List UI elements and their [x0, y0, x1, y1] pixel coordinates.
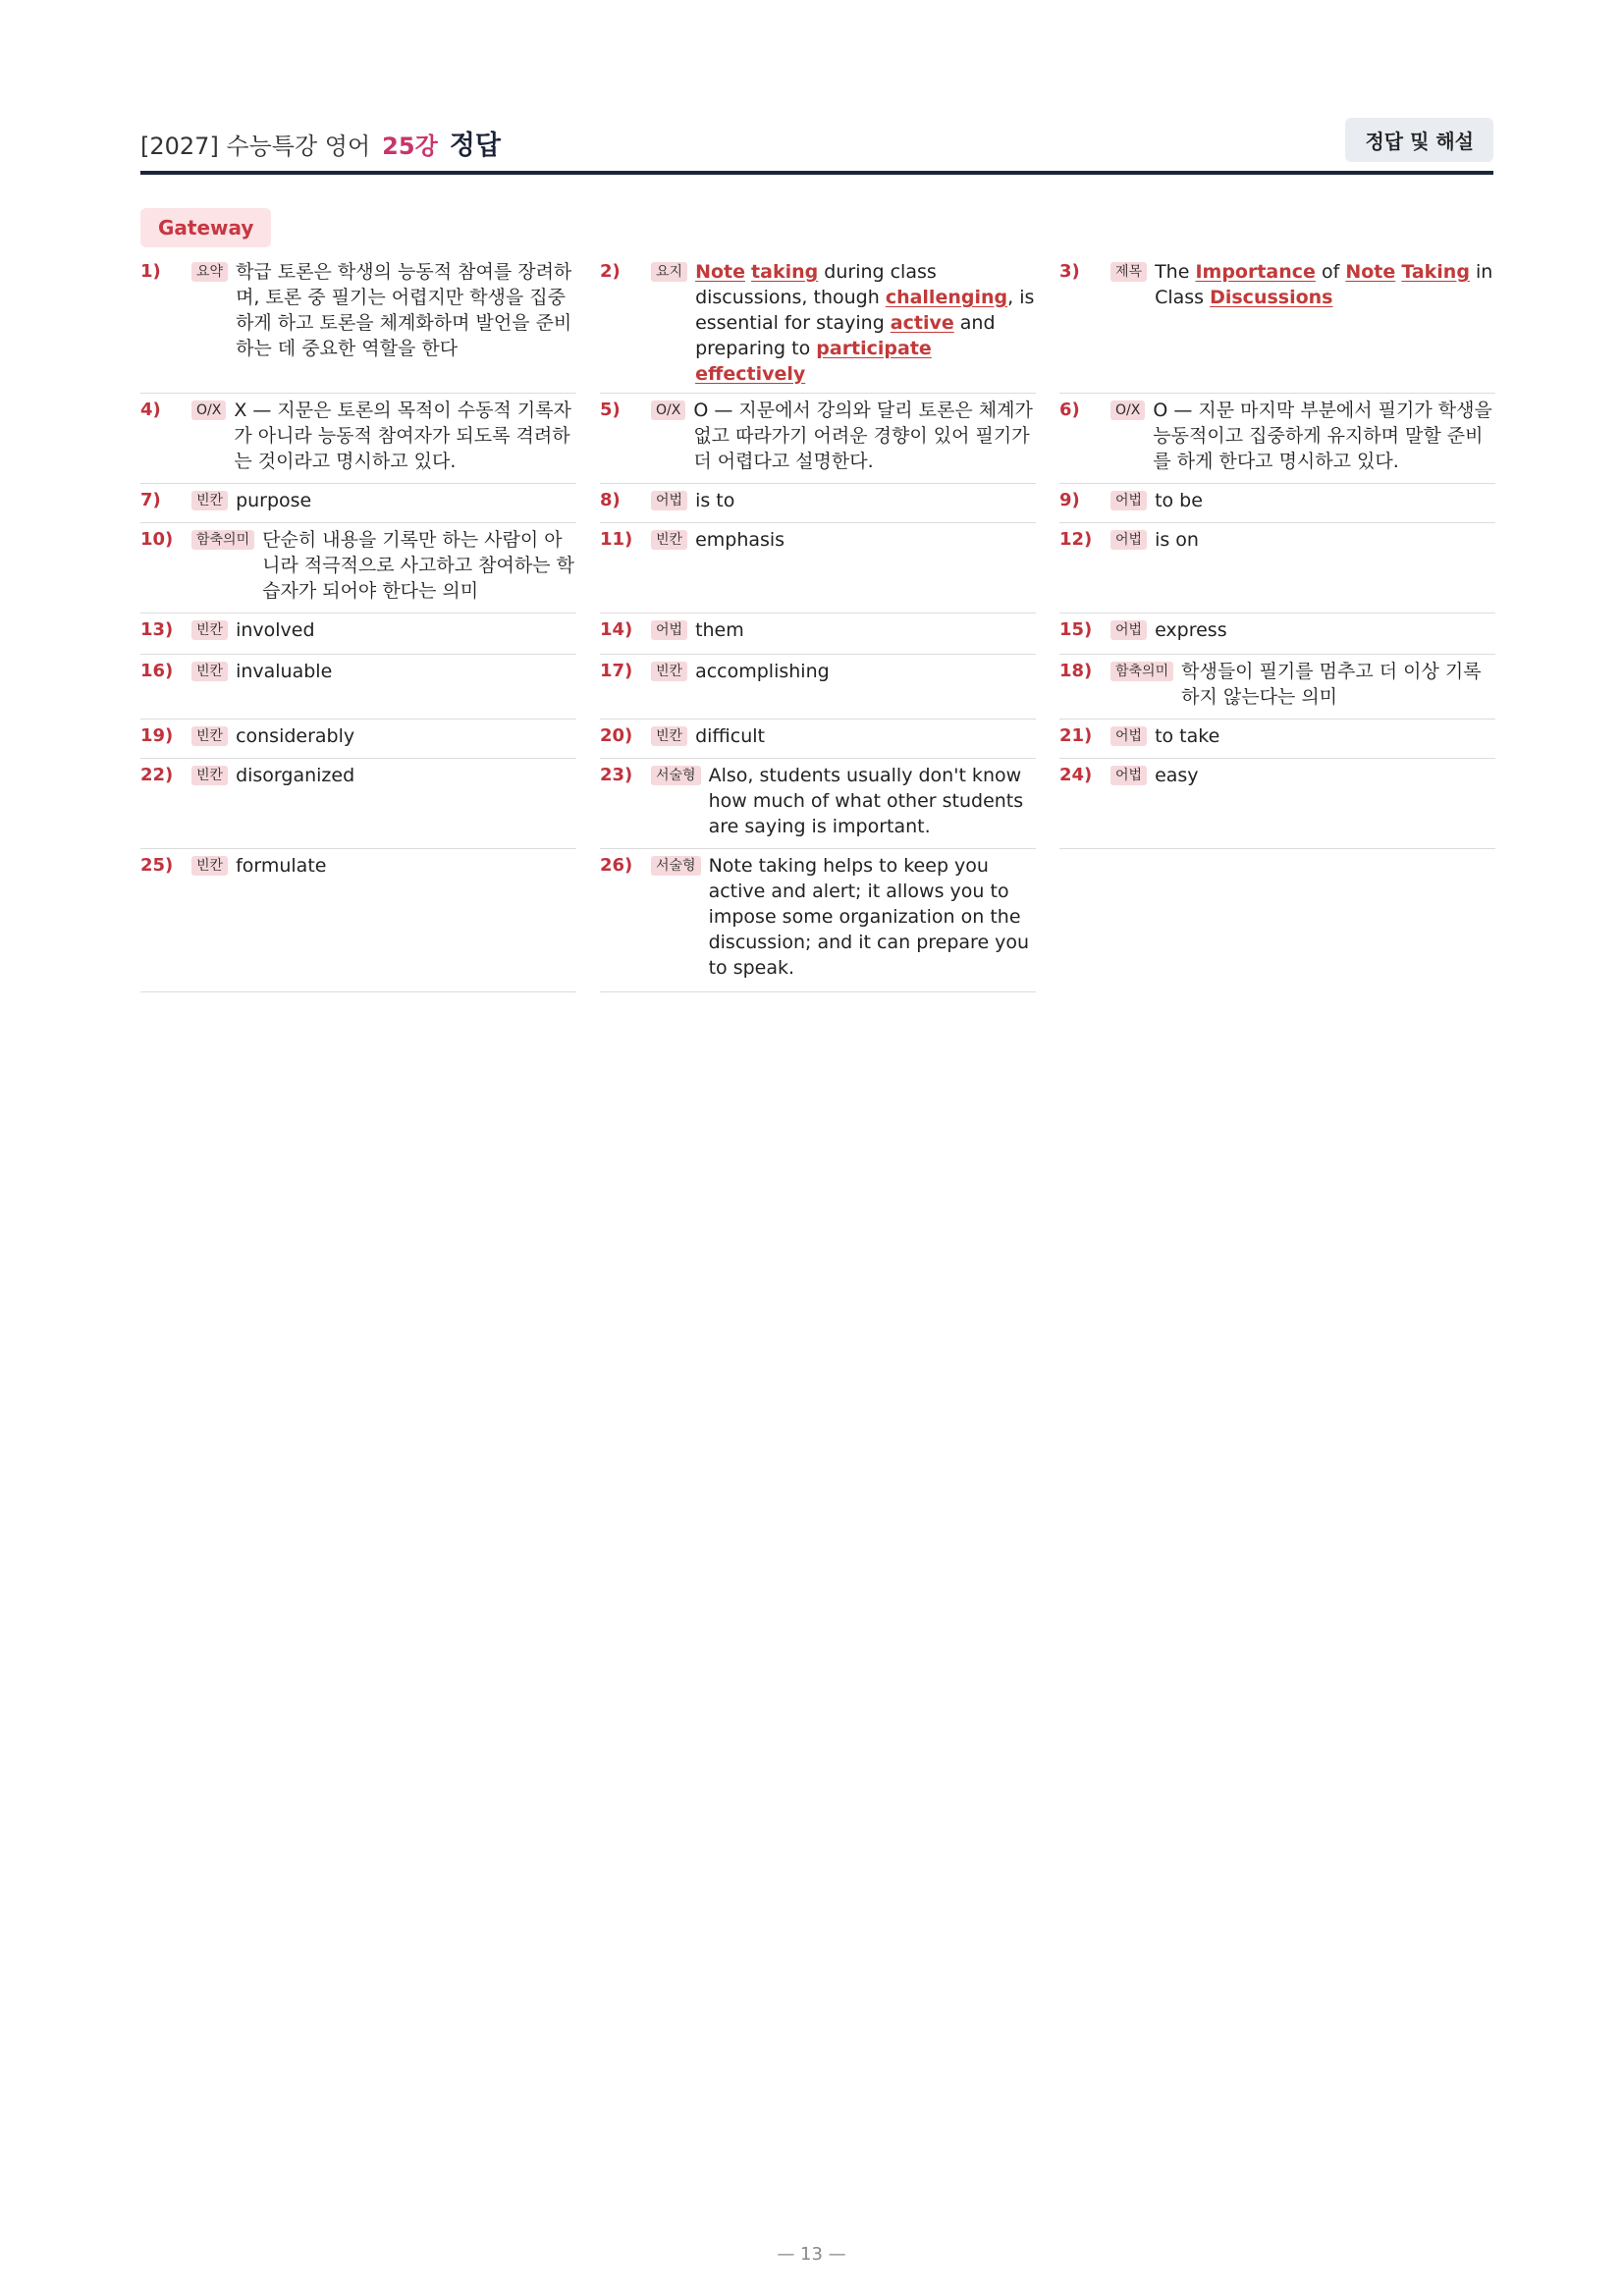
item-number: 5) [600, 400, 621, 420]
item-type-badge: O/X [1110, 400, 1145, 420]
answer-item [600, 759, 1036, 849]
header-divider [140, 171, 1493, 175]
answer-item [600, 849, 1036, 992]
item-type-badge: 어법 [1110, 726, 1147, 746]
answer-item [600, 720, 1036, 759]
item-number: 16) [140, 661, 174, 681]
item-answer: purpose [236, 490, 312, 511]
item-answer: disorganized [236, 765, 355, 786]
item-number: 23) [600, 765, 633, 785]
answer-item [1059, 655, 1495, 720]
keyword: challenging [885, 287, 1008, 308]
item-type-badge: 어법 [1110, 620, 1147, 640]
keyword: Note [1345, 261, 1396, 283]
item-answer: Note taking helps to keep you active and alert; it allows you to impose some organization on the discussion; and it can prepare you to speak. [708, 855, 1030, 979]
item-answer: formulate [236, 855, 327, 877]
answer-item [1059, 759, 1495, 849]
answer-item [1059, 720, 1495, 759]
item-type-badge: 어법 [1110, 530, 1147, 550]
item-answer: invaluable [236, 661, 333, 682]
item-number: 15) [1059, 619, 1093, 640]
answer-item [140, 655, 576, 720]
item-number: 8) [600, 490, 621, 510]
answer-grid [140, 255, 1493, 992]
answer-fragment: The [1155, 261, 1196, 283]
item-answer: them [695, 619, 744, 641]
answer-item [140, 484, 576, 523]
answer-explanation-badge: 정답 및 해설 [1345, 118, 1493, 162]
answer-heading: 정답 [449, 131, 501, 161]
answer-item [1059, 255, 1495, 394]
answer-item [600, 655, 1036, 720]
item-number: 6) [1059, 400, 1080, 420]
section-label: Gateway [140, 208, 271, 247]
item-answer: easy [1155, 765, 1199, 786]
answer-item [140, 720, 576, 759]
header-title [140, 124, 501, 162]
item-type-badge: 빈칸 [191, 491, 228, 510]
item-type-badge: 빈칸 [191, 662, 228, 681]
item-number: 21) [1059, 725, 1093, 746]
answer-item [600, 255, 1036, 394]
item-answer: involved [236, 619, 315, 641]
item-answer: to take [1155, 725, 1220, 747]
answer-item [140, 759, 576, 849]
answer-item [140, 523, 576, 614]
keyword: taking [751, 261, 819, 283]
item-answer: considerably [236, 725, 355, 747]
item-type-badge: 빈칸 [191, 620, 228, 640]
answer-item [140, 255, 576, 394]
item-type-badge: 함축의미 [1110, 662, 1173, 681]
item-answer [1155, 259, 1495, 310]
answer-item [1059, 484, 1495, 523]
answer-item [600, 523, 1036, 614]
keyword: effectively [695, 363, 806, 385]
item-answer: to be [1155, 490, 1203, 511]
item-type-badge: O/X [191, 400, 226, 420]
item-answer: X — 지문은 토론의 목적이 수동적 기록자가 아니라 능동적 참여자가 되도록 격려하는 것이라고 명시하고 있다. [234, 400, 571, 472]
item-type-badge: 서술형 [651, 856, 701, 876]
item-number: 18) [1059, 661, 1093, 681]
item-number: 17) [600, 661, 633, 681]
item-answer: 학급 토론은 학생의 능동적 참여를 장려하며, 토론 중 필기는 어렵지만 학생을 집중하게 하고 토론을 체계화하며 발언을 준비하는 데 중요한 역할을 한다 [236, 261, 572, 359]
answer-item [1059, 614, 1495, 655]
item-type-badge: 빈칸 [651, 662, 687, 681]
answer-item [600, 484, 1036, 523]
keyword: Taking [1401, 261, 1470, 283]
item-answer: Also, students usually don't know how much of what other students are saying is important. [708, 765, 1024, 837]
item-type-badge: 어법 [1110, 491, 1147, 510]
item-number: 2) [600, 261, 621, 282]
item-number: 25) [140, 855, 174, 876]
item-answer: O — 지문에서 강의와 달리 토론은 체계가 없고 따라가기 어려운 경향이 있어 필기가 더 어렵다고 설명한다. [693, 400, 1033, 472]
keyword: Discussions [1210, 287, 1333, 308]
item-answer: 학생들이 필기를 멈추고 더 이상 기록하지 않는다는 의미 [1181, 661, 1482, 708]
item-answer: express [1155, 619, 1227, 641]
item-type-badge: 요약 [191, 262, 228, 282]
item-answer: 단순히 내용을 기록만 하는 사람이 아니라 적극적으로 사고하고 참여하는 학습자가 되어야 한다는 의미 [262, 529, 574, 602]
item-answer [695, 259, 1036, 387]
item-type-badge: 제목 [1110, 262, 1147, 282]
answer-fragment: , is essential for staying [695, 287, 1035, 334]
item-number: 19) [140, 725, 174, 746]
item-type-badge: 빈칸 [651, 726, 687, 746]
answer-item [1059, 394, 1495, 484]
answer-fragment: in Class [1155, 261, 1493, 308]
answer-fragment: during class discussions, though [695, 261, 937, 308]
keyword: Note [695, 261, 745, 283]
item-type-badge: 서술형 [651, 766, 701, 785]
item-type-badge: 어법 [651, 491, 687, 510]
page-header [140, 116, 1493, 175]
item-number: 1) [140, 261, 161, 282]
item-number: 7) [140, 490, 161, 510]
item-number: 14) [600, 619, 633, 640]
answer-item [140, 614, 576, 655]
item-number: 20) [600, 725, 633, 746]
item-number: 26) [600, 855, 633, 876]
item-number: 22) [140, 765, 174, 785]
item-number: 10) [140, 529, 174, 550]
header-prefix: [2027] 수능특강 영어 [140, 133, 371, 160]
item-number: 12) [1059, 529, 1093, 550]
answer-item [600, 614, 1036, 655]
item-type-badge: 어법 [651, 620, 687, 640]
answer-item [140, 849, 576, 992]
item-type-badge: 빈칸 [191, 766, 228, 785]
item-number: 11) [600, 529, 633, 550]
item-type-badge: 빈칸 [191, 856, 228, 876]
page-number: — 13 — [777, 2244, 846, 2265]
item-type-badge: 빈칸 [651, 530, 687, 550]
answer-item [600, 394, 1036, 484]
answer-item [140, 394, 576, 484]
item-answer: is to [695, 490, 735, 511]
item-answer: emphasis [695, 529, 785, 551]
item-type-badge: 함축의미 [191, 530, 254, 550]
item-answer: difficult [695, 725, 765, 747]
item-number: 13) [140, 619, 174, 640]
item-type-badge: 빈칸 [191, 726, 228, 746]
item-type-badge: 어법 [1110, 766, 1147, 785]
item-number: 9) [1059, 490, 1080, 510]
item-number: 3) [1059, 261, 1080, 282]
item-type-badge: 요지 [651, 262, 687, 282]
item-answer: is on [1155, 529, 1199, 551]
item-type-badge: O/X [651, 400, 685, 420]
item-answer: O — 지문 마지막 부분에서 필기가 학생을 능동적이고 집중하게 유지하며 말할 준비를 하게 한다고 명시하고 있다. [1153, 400, 1492, 472]
item-number: 4) [140, 400, 161, 420]
answer-fragment: of [1315, 261, 1346, 283]
answer-fragment: and preparing to [695, 312, 996, 359]
answer-item [1059, 523, 1495, 614]
item-number: 24) [1059, 765, 1093, 785]
keyword: active [890, 312, 954, 334]
empty-cell [1059, 849, 1495, 992]
keyword: participate [816, 338, 932, 359]
item-answer: accomplishing [695, 661, 830, 682]
keyword: Importance [1195, 261, 1316, 283]
lesson-number: 25강 [382, 133, 438, 160]
